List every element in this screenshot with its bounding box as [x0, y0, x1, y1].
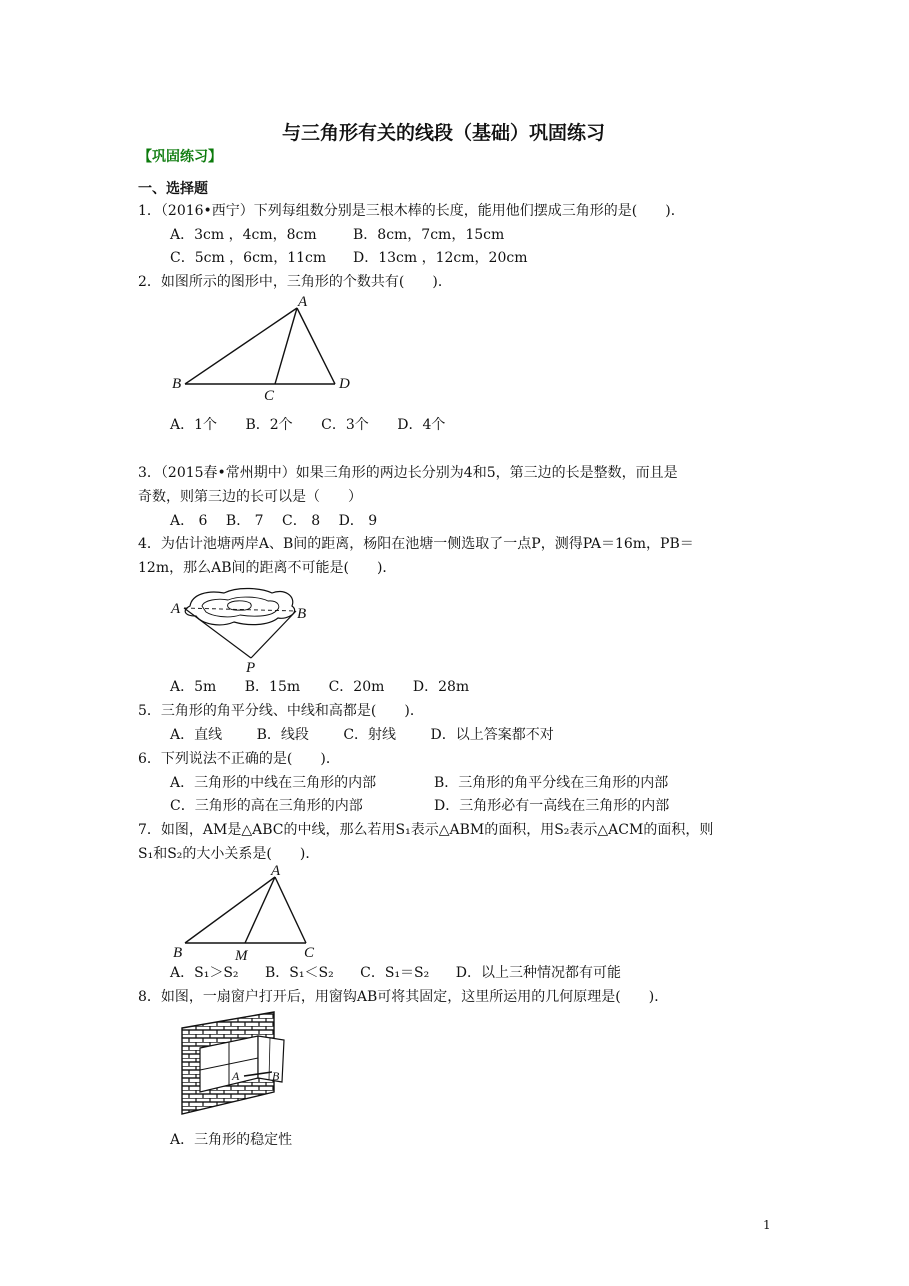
q4-option-b: B．15m [244, 679, 301, 695]
label-b: B [297, 606, 307, 622]
q1-option-c: C．5cm ，6cm，11cm [170, 250, 327, 266]
q2-option-d: D．4个 [397, 417, 446, 433]
question-6-stem: 6．下列说法不正确的是( )． [138, 751, 340, 767]
q5-option-c: C．射线 [343, 727, 397, 743]
q4-options [170, 678, 469, 696]
label-a: A [271, 863, 281, 879]
label-b: B [172, 376, 182, 392]
q7-triangle-figure [168, 864, 328, 964]
q2-option-b: B．2个 [245, 417, 293, 433]
label-b: B [173, 945, 183, 961]
q7-option-b: B．S₁＜S₂ [264, 965, 334, 981]
q3-options [170, 512, 377, 530]
q1-option-b: B．8cm，7cm，15cm [353, 227, 505, 243]
label-d: D [339, 376, 350, 392]
label-b: B [272, 1069, 280, 1083]
q6-option-d: D．三角形必有一高线在三角形的内部 [434, 798, 670, 814]
q7-option-a: A．S₁＞S₂ [170, 965, 239, 981]
q6-option-b: B．三角形的角平分线在三角形的内部 [434, 775, 669, 791]
question-8-stem: 8．如图，一扇窗户打开后，用窗钩AB可将其固定，这里所运用的几何原理是( )． [138, 989, 669, 1005]
q7-options [170, 964, 621, 982]
q4-option-d: D．28m [412, 679, 470, 695]
page-number: 1 [763, 1218, 771, 1232]
label-m: M [235, 948, 248, 964]
q6-option-c: C．三角形的高在三角形的内部 [170, 798, 363, 814]
q1-option-d: D．13cm ，12cm，20cm [353, 250, 528, 266]
q2-option-a: A．1个 [170, 417, 218, 433]
q5-option-a: A．直线 [170, 727, 223, 743]
q3-option-c: C． 8 [282, 513, 321, 529]
q7-option-c: C．S₁＝S₂ [360, 965, 430, 981]
page-title: 与三角形有关的线段（基础）巩固练习 [282, 122, 606, 144]
q4-option-a: A．5m [170, 679, 217, 695]
question-1-stem: 1．（2016•西宁）下列每组数分别是三根木棒的长度，能用他们摆成三角形的是( )． [138, 203, 685, 219]
q6-option-a: A．三角形的中线在三角形的内部 [170, 775, 377, 791]
question-4-stem-line1: 4．为估计池塘两岸A、B间的距离，杨阳在池塘一侧选取了一点P，测得PA＝16m，PB＝ [138, 536, 694, 552]
q2-triangle-figure [160, 292, 360, 407]
q2-option-c: C．3个 [321, 417, 369, 433]
q3-option-b: B． 7 [225, 513, 264, 529]
question-7-stem-line1: 7．如图，AM是△ABC的中线，那么若用S₁表示△ABM的面积，用S₂表示△ACM的面积，则 [138, 822, 714, 838]
q1-option-a: A．3cm ，4cm，8cm [170, 227, 317, 243]
question-7-stem-line2: S₁和S₂的大小关系是( )． [138, 846, 320, 862]
question-5-stem: 5．三角形的角平分线、中线和高都是( )． [138, 703, 424, 719]
question-3-stem-line2: 奇数，则第三边的长可以是（ ） [138, 489, 362, 505]
q8-option-a: A．三角形的稳定性 [170, 1132, 293, 1148]
part-heading: 一、选择题 [138, 181, 208, 197]
q5-options [170, 726, 554, 744]
q8-window-figure [178, 1010, 293, 1118]
label-a: A [171, 601, 181, 617]
question-2-stem: 2．如图所示的图形中，三角形的个数共有( )． [138, 274, 452, 290]
q5-option-b: B．线段 [256, 727, 309, 743]
label-p: P [246, 660, 256, 676]
q4-option-c: C．20m [328, 679, 385, 695]
q5-option-d: D．以上答案都不对 [430, 727, 554, 743]
label-a: A [232, 1069, 240, 1083]
question-3-stem-line1: 3．（2015春•常州期中）如果三角形的两边长分别为4和5，第三边的长是整数，而且是 [138, 465, 678, 481]
q4-pond-figure [168, 582, 318, 674]
label-c: C [264, 388, 275, 404]
question-4-stem-line2: 12m，那么AB间的距离不可能是( )． [138, 560, 397, 576]
q7-option-d: D．以上三种情况都有可能 [455, 965, 621, 981]
q2-options [170, 416, 445, 434]
q3-option-a: A． 6 [170, 513, 208, 529]
section-label: 【巩固练习】 [138, 149, 222, 165]
q3-option-d: D． 9 [338, 513, 378, 529]
label-a: A [298, 294, 308, 310]
label-c: C [304, 945, 315, 961]
